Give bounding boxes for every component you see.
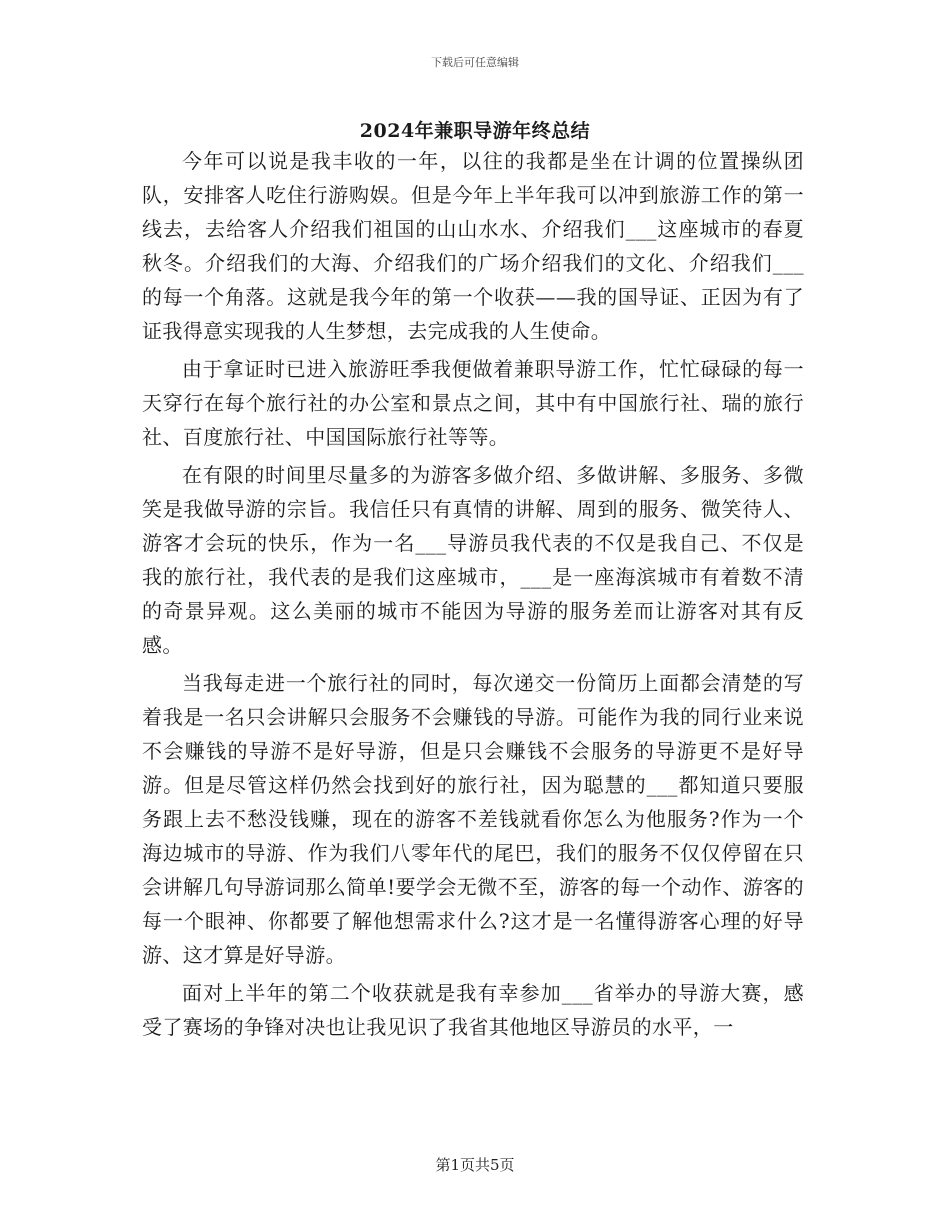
- page-header-note: 下载后可任意编辑: [431, 56, 519, 69]
- paragraph: 由于拿证时已进入旅游旺季我便做着兼职导游工作，忙忙碌碌的每一天穿行在每个旅行社的办公室和景点之间，其中有中国旅行社、瑞的旅行社、百度旅行社、中国国际旅行社等等。: [142, 357, 804, 449]
- paragraph: 当我每走进一个旅行社的同时，每次递交一份简历上面都会清楚的写着我是一名只会讲解只会服务不会赚钱的导游。可能作为我的同行业来说不会赚钱的导游不是好导游，但是只会赚钱不会服务的导游更不是好导游。但是尽管这样仍然会找到好的旅行社，因为聪慧的___都知道只要服务跟上去不愁没钱赚，现在的游客不差钱就看你怎么为他服务?作为一个海边城市的导游、作为我们八零年代的尾巴，我们的服务不仅仅停留在只会讲解几句导游词那么简单!要学会无微不至，游客的每一个动作、游客的每一个眼神、你都要了解他想需求什么?这才是一名懂得游客心理的好导游、这才算是好导游。: [142, 671, 804, 967]
- paragraph: 在有限的时间里尽量多的为游客多做介绍、多做讲解、多服务、多微笑是我做导游的宗旨。我信任只有真情的讲解、周到的服务、微笑待人、游客才会玩的快乐，作为一名___导游员我代表的不仅是我自己、不仅是我的旅行社，我代表的是我们这座城市，___是一座海滨城市有着数不清的奇景异观。这么美丽的城市不能因为导游的服务差而让游客对其有反感。: [142, 463, 804, 657]
- page-number-footer: 第1页共5页: [435, 1156, 515, 1174]
- paragraph: 今年可以说是我丰收的一年，以往的我都是坐在计调的位置操纵团队，安排客人吃住行游购娱。但是今年上半年我可以冲到旅游工作的第一线去，去给客人介绍我们祖国的山山水水、介绍我们___这座城市的春夏秋冬。介绍我们的大海、介绍我们的广场介绍我们的文化、介绍我们___的每一个角落。这就是我今年的第一个收获——我的国导证、正因为有了证我得意实现我的人生梦想，去完成我的人生使命。: [142, 149, 804, 343]
- document-body: [142, 144, 804, 1048]
- paragraph: 面对上半年的第二个收获就是我有幸参加___省举办的导游大赛，感受了赛场的争锋对决也让我见识了我省其他地区导游员的水平，一: [142, 981, 804, 1039]
- document-title: 2024年兼职导游年终总结: [359, 120, 591, 142]
